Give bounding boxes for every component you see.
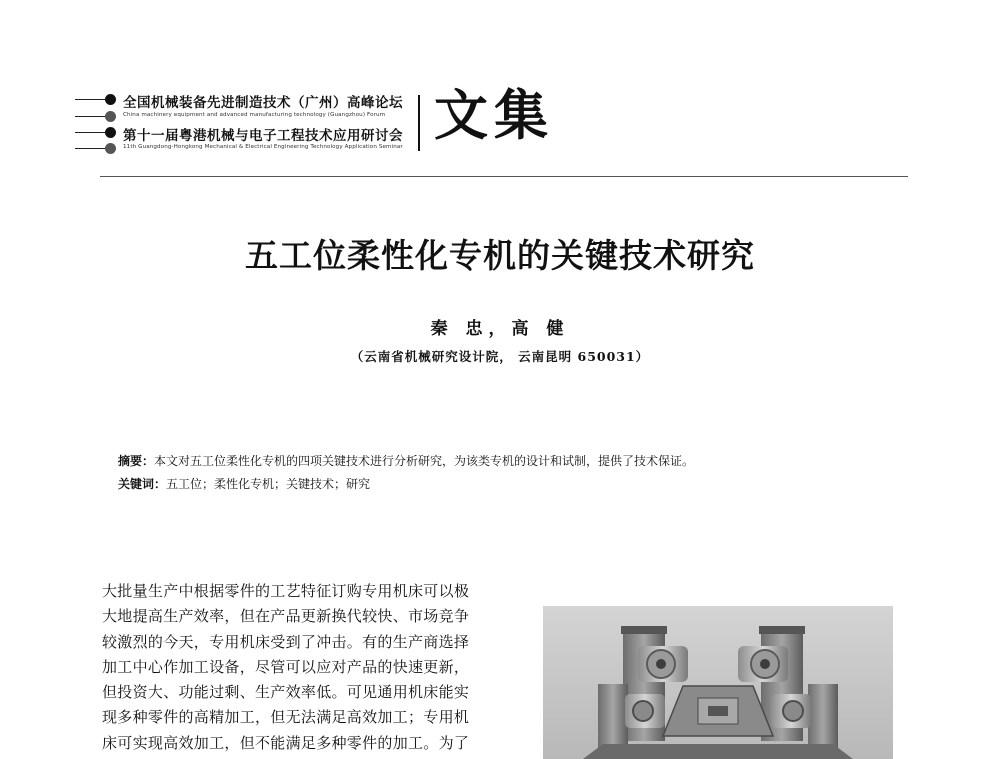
abstract-label: 摘要：: [118, 454, 155, 468]
abstract-text: 本文对五工位柔性化专机的四项关键技术进行分析研究，为该类专机的设计和试制，提供了技术保证。: [154, 454, 695, 468]
keywords-text: 五工位；柔性化专机；关键技术；研究: [166, 477, 371, 491]
bullet-icon: [105, 143, 116, 154]
proceedings-title: 文集: [434, 83, 554, 147]
body-line: 加工中心作加工设备，尽管可以应对产品的快速更新，: [102, 657, 470, 676]
header-line1-cn: 全国机械装备先进制造技术（广州）高峰论坛: [123, 95, 403, 111]
keywords: [118, 475, 370, 492]
paper-affiliation: （云南省机械研究设计院， 云南昆明 650031）: [350, 349, 650, 364]
header-separator: [418, 95, 420, 151]
abstract: [118, 452, 694, 469]
paper-title: 五工位柔性化专机的关键技术研究: [245, 236, 755, 275]
bullet-icon: [105, 127, 116, 138]
body-line: 较激烈的今天，专用机床受到了冲击。有的生产商选择: [102, 632, 470, 651]
header-line2-en: 11th Guangdong-Hongkong Mechanical & Electrical Engineering Technology Application Seminar: [123, 144, 403, 150]
body-text: [102, 579, 487, 756]
body-line: 大地提高生产效率，但在产品更新换代较快、市场竞争: [102, 607, 470, 626]
body-line: 大批量生产中根据零件的工艺特征订购专用机床可以极: [102, 582, 470, 600]
header-line: [75, 116, 107, 117]
header-line2-cn: 第十一届粤港机械与电子工程技术应用研讨会: [123, 128, 403, 144]
paper-authors: 秦 忠，高 健: [430, 319, 570, 339]
header-line: [75, 148, 107, 149]
header-line1-en: China machinery equipment and advanced manufacturing technology (Guangzhou) Forum: [123, 112, 386, 118]
body-line: 现多种零件的高精加工，但无法满足高效加工；专用机: [102, 708, 470, 727]
machine-figure: [543, 606, 893, 759]
body-line: 但投资大、功能过剩、生产效率低。可见通用机床能实: [102, 683, 470, 702]
header-line: [75, 132, 107, 133]
bullet-icon: [105, 94, 116, 105]
keywords-label: 关键词：: [118, 477, 167, 491]
machine-illustration-icon: [543, 606, 893, 759]
bullet-icon: [105, 111, 116, 122]
body-line: 床可实现高效加工，但不能满足多种零件的加工。为了: [102, 733, 470, 752]
header-line: [75, 99, 107, 100]
header-rule: [100, 176, 908, 177]
